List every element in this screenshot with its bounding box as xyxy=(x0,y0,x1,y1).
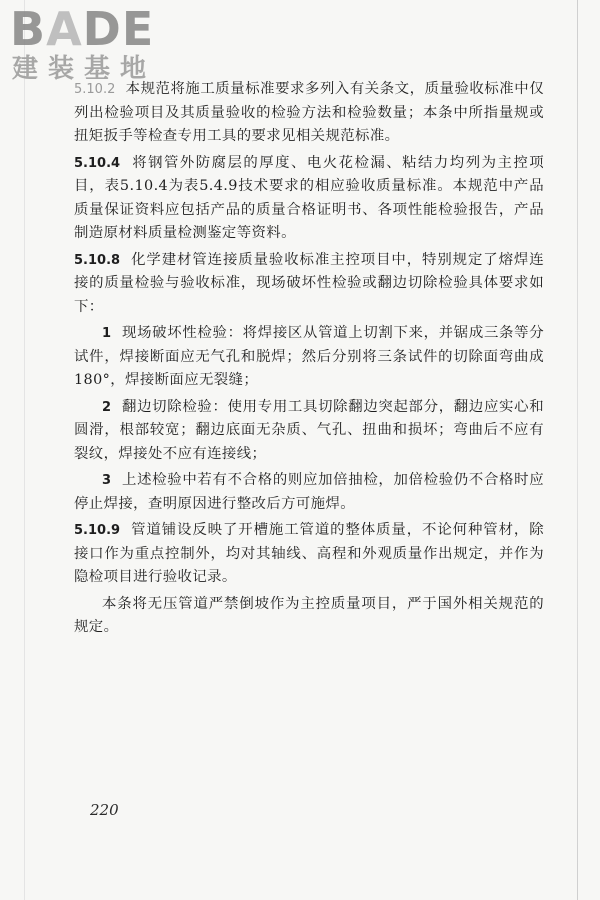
section-5-10-2 xyxy=(74,78,544,149)
item-number: 3 xyxy=(102,473,112,488)
logo-brand: BADE xyxy=(10,2,155,56)
section-text: 管道铺设反映了开槽施工管道的整体质量，不论何种管材，除接口作为重点控制外，均对其轴线、高程和外观质量作出规定，并作为隐检项目进行验收记录。 xyxy=(74,522,544,585)
item-text: 现场破坏性检验：将焊接区从管道上切割下来，并锯成三条等分试件，焊接断面应无气孔和脱焊；然后分别将三条试件的切除面弯曲成180°，焊接断面应无裂缝； xyxy=(74,325,545,388)
list-item xyxy=(74,469,544,516)
page-number: 220 xyxy=(90,801,119,819)
item-number: 1 xyxy=(102,326,112,341)
item-number: 2 xyxy=(102,399,112,415)
section-number: 5.10.2 xyxy=(74,82,116,97)
section-text: 将钢管外防腐层的厚度、电火花检漏、粘结力均列为主控项目，表5.10.4为表5.4.9技术要求的相应验收质量标准。本规范中产品质量保证资料应包括产品的质量合格证明书、各项性能检验报告，产品制造原材料质量检测鉴定等资料。 xyxy=(74,154,545,241)
section-number: 5.10.4 xyxy=(74,155,121,171)
section-number: 5.10.8 xyxy=(74,252,121,268)
list-item xyxy=(74,322,544,393)
section-text: 本规范将施工质量标准要求多列入有关条文，质量验收标准中仅列出检验项目及其质量验收的检验方法和检验数量；本条中所指量规或扭矩扳手等检查专用工具的要求见相关规范标准。 xyxy=(74,81,544,144)
page-left-edge xyxy=(24,0,25,900)
section-5-10-9 xyxy=(74,519,544,590)
section-5-10-8 xyxy=(74,249,544,320)
closing-paragraph: 本条将无压管道严禁倒坡作为主控质量项目，严于国外相关规范的规定。 xyxy=(74,595,544,635)
item-text: 翻边切除检验：使用专用工具切除翻边突起部分，翻边应实心和圆滑，根部较宽；翻边底面无杂质、气孔、扭曲和损坏；弯曲后不应有裂纹，焊接处不应有连接线； xyxy=(74,398,545,462)
section-number: 5.10.9 xyxy=(74,523,121,538)
page-right-edge xyxy=(577,0,578,900)
section-5-10-4 xyxy=(74,152,544,246)
section-text: 化学建材管连接质量验收标准主控项目中，特别规定了熔焊连接的质量检验与验收标准，现场破坏性检验或翻边切除检验具体要求如下： xyxy=(74,251,544,315)
item-text: 上述检验中若有不合格的则应加倍抽检，加倍检验仍不合格时应停止焊接，查明原因进行整改后方可施焊。 xyxy=(74,472,545,512)
list-item xyxy=(74,396,544,467)
document-body xyxy=(74,78,544,640)
logo-subtitle: 建装基地 xyxy=(12,54,157,84)
